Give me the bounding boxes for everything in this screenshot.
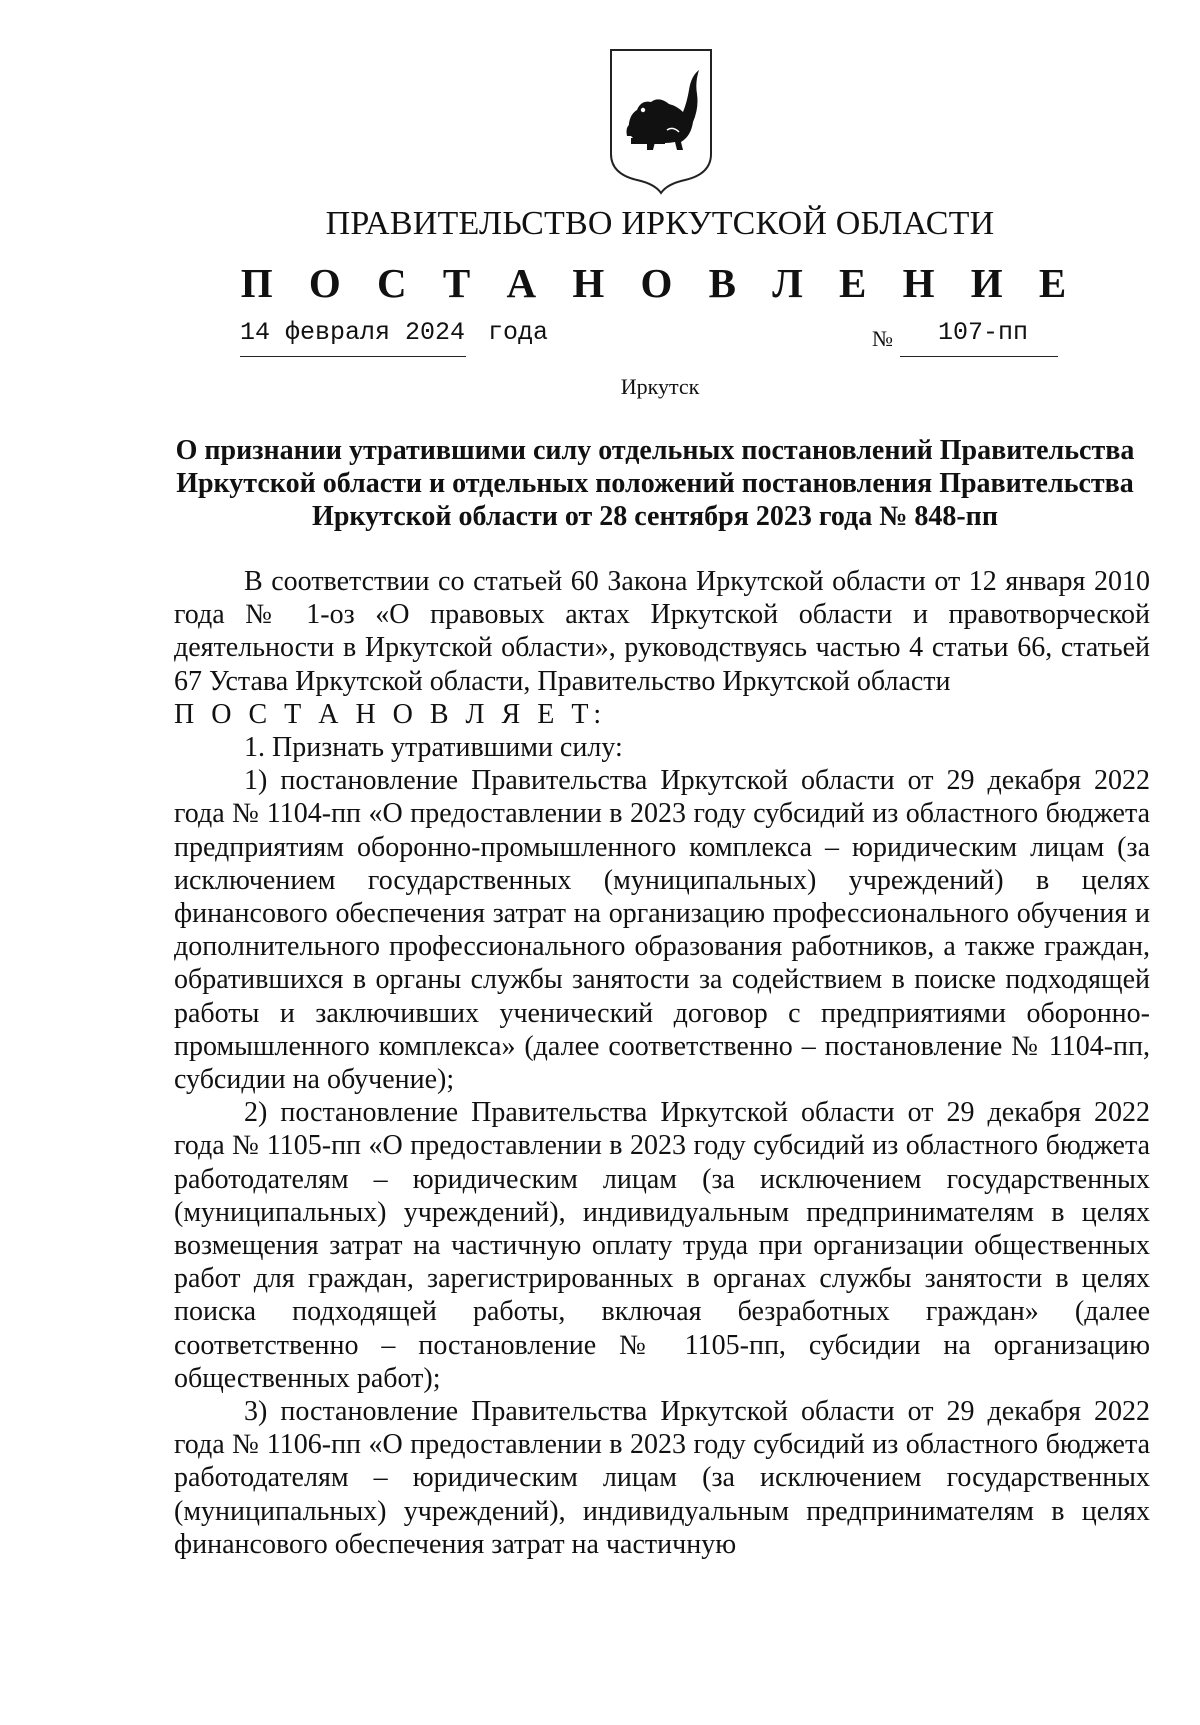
coat-of-arms-icon bbox=[607, 46, 715, 196]
number-sign: № bbox=[872, 326, 893, 351]
document-title: О признании утратившими силу отдельных постановлений Правительства Иркутской области и отдельных положений постановления Правительства Иркутской области от 28 сентября 2023 года № 848-пп bbox=[175, 435, 1135, 532]
document-date bbox=[240, 316, 466, 357]
document-body bbox=[174, 565, 1150, 1561]
item-1: 1. Признать утратившими силу: bbox=[244, 732, 623, 764]
sub-item-1: 1) постановление Правительства Иркутской области от 29 декабря 2022 года № 1104-пп «О предоставлении в 2023 году субсидий из областного бюджета предприятиям оборонно-промышленного комплекса – юридическим лицам (за исключением государственных (муниципальных) учреждений) в целях финансового обеспечения затрат на организацию профессионального обучения и дополнительного профессионального образования работников, а также граждан, обратившихся в органы службы занятости за содействием в поиске подходящей работы и заключивших ученический договор с предприятиями оборонно-промышленного комплекса» (далее соответственно – постановление № 1104-пп, субсидии на обучение); bbox=[174, 765, 1150, 1096]
date-value: 14 февраля 2024 bbox=[240, 318, 466, 347]
number-value: 107-пп bbox=[938, 318, 1029, 347]
document-number bbox=[900, 316, 1058, 357]
year-word: года bbox=[488, 318, 549, 347]
sub-item-3: 3) постановление Правительства Иркутской области от 29 декабря 2022 года № 1106-пп «О предоставлении в 2023 году субсидий из областного бюджета работодателям – юридическим лицам (за исключением государственных (муниципальных) учреждений), индивидуальным предпринимателям в целях финансового обеспечения затрат на частичную bbox=[174, 1396, 1150, 1560]
city: Иркутск bbox=[620, 374, 700, 399]
government-name: ПРАВИТЕЛЬСТВО ИРКУТСКОЙ ОБЛАСТИ bbox=[325, 205, 995, 242]
sub-item-2: 2) постановление Правительства Иркутской области от 29 декабря 2022 года № 1105-пп «О предоставлении в 2023 году субсидий из областного бюджета работодателям – юридическим лицам (за исключением государственных (муниципальных) учреждений), индивидуальным предпринимателям в целях возмещения затрат на частичную оплату труда при организации общественных работ для граждан, зарегистрированных в органах службы занятости в целях поиска подходящей работы, включая безработных граждан» (далее соответственно – постановление № 1105-пп, субсидии на организацию общественных работ); bbox=[174, 1097, 1150, 1394]
document-kind: П О С Т А Н О В Л Е Н И Е bbox=[240, 260, 1080, 306]
resolves-word: П О С Т А Н О В Л Я Е Т: bbox=[174, 698, 607, 730]
preamble-paragraph: В соответствии со статьей 60 Закона Иркутской области от 12 января 2010 года № 1-оз «О правовых актах Иркутской области и правотворческой деятельности в Иркутской области», руководствуясь частью 4 статьи 66, статьей 67 Устава Иркутской области, Правительство Иркутской области bbox=[174, 566, 1150, 697]
